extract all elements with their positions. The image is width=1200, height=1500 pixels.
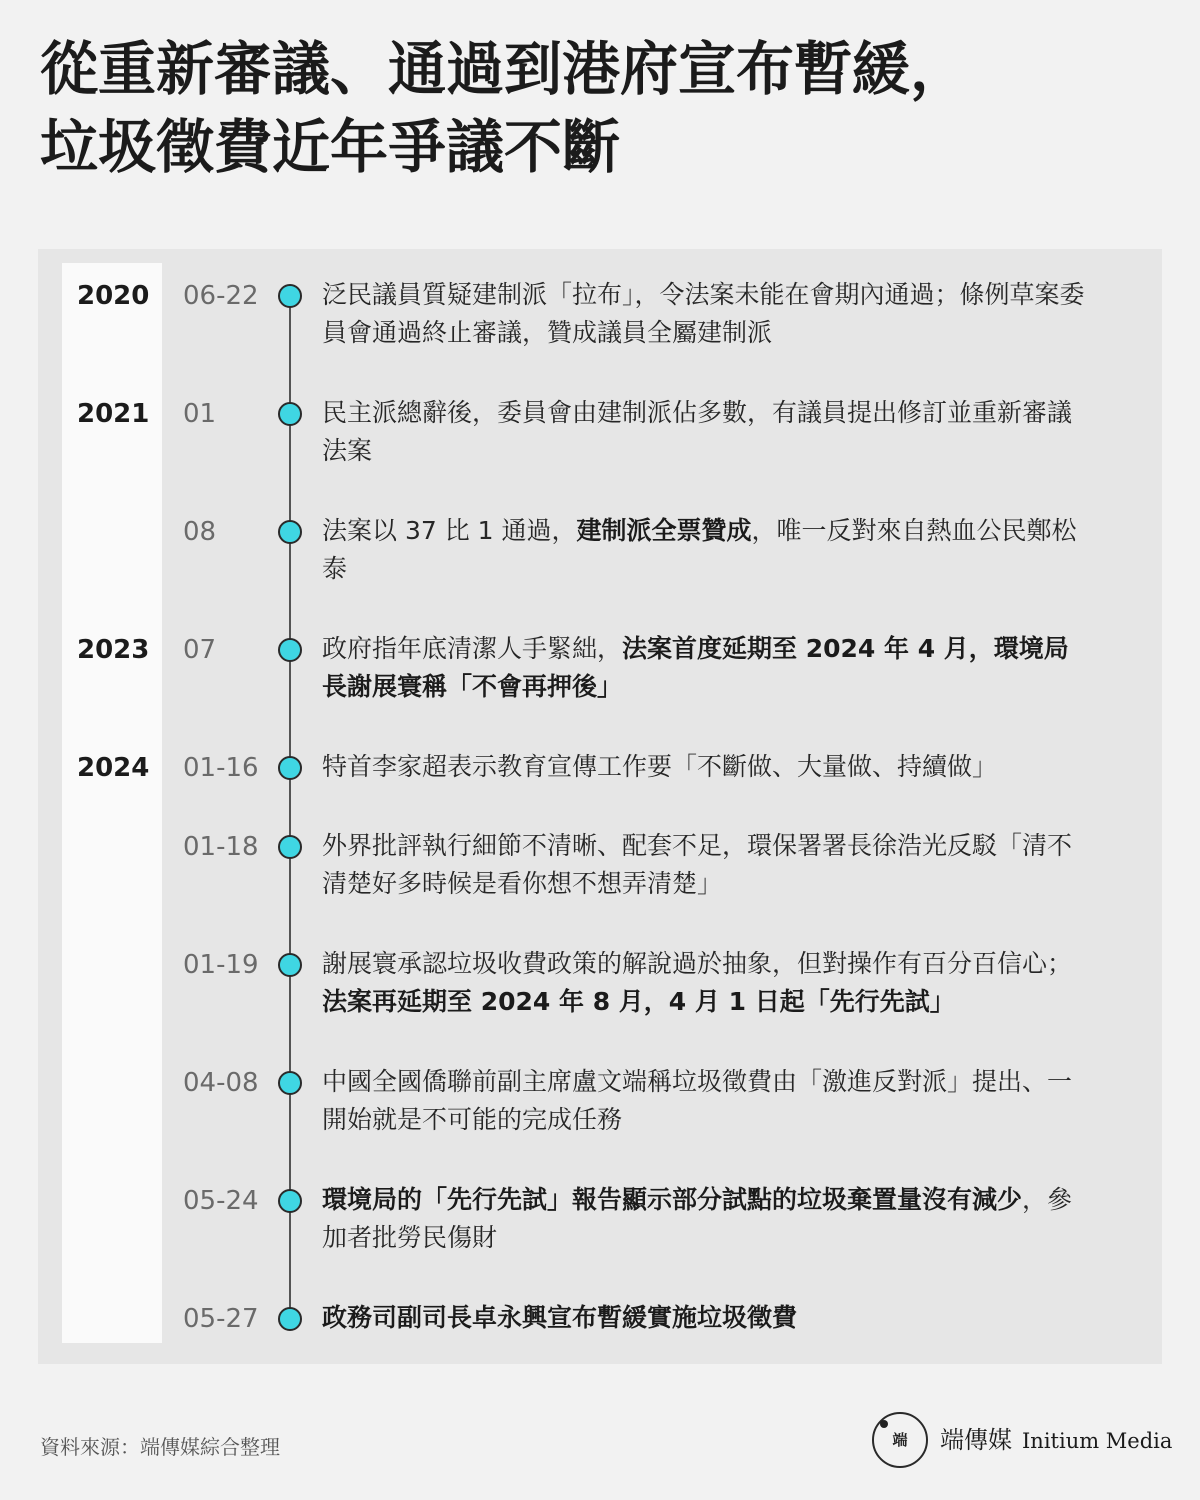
timeline-dot-icon bbox=[278, 1307, 302, 1331]
event-date: 05-24 bbox=[183, 1186, 259, 1216]
event-description bbox=[322, 276, 1092, 352]
event-year: 2023 bbox=[77, 635, 150, 665]
title-line-2: 垃圾徵費近年爭議不斷 bbox=[40, 113, 621, 181]
timeline-dot-icon bbox=[278, 284, 302, 308]
event-description bbox=[322, 1299, 1092, 1337]
event-date: 01-16 bbox=[183, 753, 259, 783]
timeline-dot-icon bbox=[278, 520, 302, 544]
event-date: 05-27 bbox=[183, 1304, 259, 1334]
timeline-line bbox=[289, 294, 291, 1316]
event-text: 謝展寰承認垃圾收費政策的解說過於抽象，但對操作有百分百信心； bbox=[322, 949, 1073, 978]
event-text-bold: 環境局的「先行先試」報告顯示部分試點的垃圾棄置量沒有減少 bbox=[322, 1185, 1023, 1214]
timeline-dot-icon bbox=[278, 1071, 302, 1095]
event-description bbox=[322, 394, 1092, 470]
event-description bbox=[322, 512, 1092, 588]
event-date: 04-08 bbox=[183, 1068, 259, 1098]
event-description bbox=[322, 827, 1092, 903]
event-text-bold: 法案再延期至 2024 年 8 月，4 月 1 日起「先行先試」 bbox=[322, 987, 955, 1016]
event-text-bold: 法案首度延期至 2024 年 4 月，環境局長謝展寰稱「不會再押後」 bbox=[322, 634, 1069, 701]
event-text: 外界批評執行細節不清晰、配套不足，環保署署長徐浩光反駁「清不清楚好多時候是看你想不想弄清楚」 bbox=[322, 831, 1073, 898]
event-description bbox=[322, 630, 1092, 706]
timeline-dot-icon bbox=[278, 402, 302, 426]
event-text-bold: 政務司副司長卓永興宣布暫緩實施垃圾徵費 bbox=[322, 1303, 798, 1332]
timeline-dot-icon bbox=[278, 835, 302, 859]
event-date: 01 bbox=[183, 399, 217, 429]
event-text: 中國全國僑聯前副主席盧文端稱垃圾徵費由「激進反對派」提出、一開始就是不可能的完成任務 bbox=[322, 1067, 1073, 1134]
event-date: 07 bbox=[183, 635, 217, 665]
event-date: 01-18 bbox=[183, 832, 259, 862]
brand-name-zh: 端傳媒 bbox=[940, 1426, 1012, 1454]
timeline-dot-icon bbox=[278, 638, 302, 662]
event-text: ，參加者批勞民傷財 bbox=[322, 1185, 1073, 1252]
event-text: ，唯一反對來自熱血公民鄭松泰 bbox=[322, 516, 1077, 583]
event-text: 民主派總辭後，委員會由建制派佔多數，有議員提出修訂並重新審議法案 bbox=[322, 398, 1073, 465]
event-description bbox=[322, 1181, 1092, 1257]
event-year: 2021 bbox=[77, 399, 150, 429]
timeline-dot-icon bbox=[278, 1189, 302, 1213]
event-date: 08 bbox=[183, 517, 217, 547]
event-year: 2020 bbox=[77, 281, 150, 311]
brand-name-en: Initium Media bbox=[1022, 1429, 1173, 1453]
title-line-1: 從重新審議、通過到港府宣布暫緩， bbox=[40, 35, 969, 103]
event-text: 特首李家超表示教育宣傳工作要「不斷做、大量做、持續做」 bbox=[322, 752, 998, 781]
timeline-dot-icon bbox=[278, 953, 302, 977]
logo-mark-text: 端 bbox=[892, 1431, 908, 1449]
event-description bbox=[322, 1063, 1092, 1139]
event-text: 泛民議員質疑建制派「拉布」，令法案未能在會期內通過；條例草案委員會通過終止審議，贊成議員全屬建制派 bbox=[322, 280, 1085, 347]
event-year: 2024 bbox=[77, 753, 150, 783]
brand-name bbox=[940, 1422, 1172, 1459]
event-text: 法案以 37 比 1 通過， bbox=[322, 516, 577, 545]
page-title bbox=[40, 30, 1160, 186]
event-description bbox=[322, 945, 1092, 1021]
logo-dot-icon bbox=[880, 1420, 888, 1428]
timeline-dot-icon bbox=[278, 756, 302, 780]
event-description bbox=[322, 748, 1092, 786]
event-date: 01-19 bbox=[183, 950, 259, 980]
initium-logo-icon bbox=[872, 1412, 928, 1468]
event-text: 政府指年底清潔人手緊絀， bbox=[322, 634, 623, 663]
source-note: 資料來源：端傳媒綜合整理 bbox=[40, 1435, 280, 1459]
event-date: 06-22 bbox=[183, 281, 259, 311]
event-text-bold: 建制派全票贊成 bbox=[576, 516, 752, 545]
